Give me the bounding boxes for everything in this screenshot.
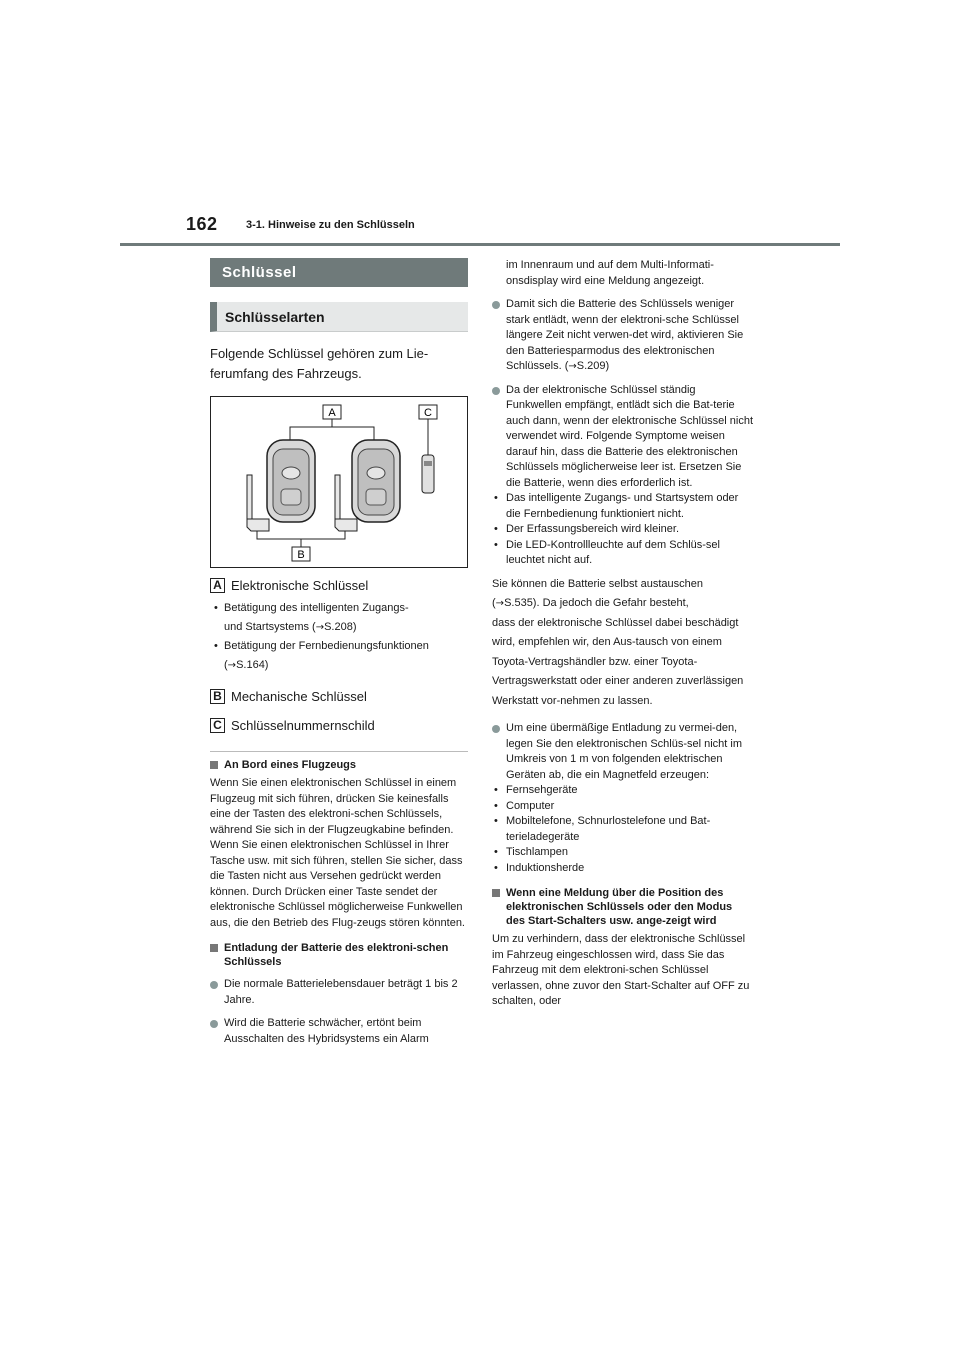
page-ref-link[interactable]: S.208) <box>324 621 357 633</box>
list-item: • Tischlampen <box>494 846 568 858</box>
circle-bullet-icon <box>492 387 500 395</box>
figure-label-b: B <box>297 549 305 561</box>
square-bullet-icon <box>492 889 500 897</box>
arrow-icon: → <box>315 622 325 633</box>
note-text: Wenn Sie einen elektronischen Schlüssel in einem Flugzeug mit sich führen, drücken Sie keinesfalls eine der Tasten des elektroni-schen Schlüssels, während Sie sich in der Flugzeugkabine befinden. Wenn Sie einen elektronischen Schlüssel in Ihrer Tasche usw. mit sich führen, stellen Sie sicher, dass die Tasten nicht aus Versehen gedrückt werden können. Durch Drücken einer Taste sendet der elektronische Schlüssel möglicherweise Funkwellen aus, die den Betrieb des Flug-zeugs stören könnten. <box>210 777 465 929</box>
arrow-icon: → <box>568 361 577 372</box>
electronic-key-1 <box>267 440 315 522</box>
chapter-title: 3-1. Hinweise zu den Schlüsseln <box>246 219 415 231</box>
legend-label-a: Elektronische Schlüssel <box>231 578 369 593</box>
page-ref-link[interactable]: S.535). Da jedoch die Gefahr besteht, <box>504 597 689 609</box>
key-number-plate <box>422 455 434 493</box>
intro-text: Folgende Schlüssel gehören zum Lie-ferumfang des Fahrzeugs. <box>210 346 429 381</box>
subsection-title: Schlüsselarten <box>210 302 468 332</box>
page-number: 162 <box>186 214 218 234</box>
legend-letter-a: A <box>210 578 225 593</box>
list-item: Da der elektronische Schlüssel ständig Funkwellen empfängt, entlädt sich die Bat-terie auch dann, wenn der elektronische Schlüssel nicht verwendet wird. Folgende Symptome weisen darauf hin, dass die Batterie des elektronischen Schlüssels möglicherweise leer ist. Ersetzen Sie die Batterie, wenn dies erforderlich ist. <box>492 383 754 492</box>
circle-bullet-icon <box>492 725 500 733</box>
electronic-key-2 <box>352 440 400 522</box>
legend-item-a <box>210 578 468 593</box>
circle-bullet-icon <box>492 301 500 309</box>
list-item: Um eine übermäßige Entladung zu vermei-den, legen Sie den elektronischen Schlüs-sel nicht im Umkreis von 1 m von folgenden elektrischen Geräten ab, die ein Magnetfeld erzeugen: <box>492 721 754 783</box>
legend-label-c: Schlüsselnummernschild <box>231 718 375 733</box>
key-illustration <box>210 396 468 568</box>
list-item: • Computer <box>494 799 555 812</box>
legend-item-b <box>210 689 468 704</box>
page-ref-link[interactable]: S.164) <box>236 659 269 671</box>
note-heading: An Bord eines Flugzeugs <box>210 758 468 772</box>
arrow-icon: → <box>227 660 237 671</box>
square-bullet-icon <box>210 761 218 769</box>
list-item: • Betätigung der Fernbedienungsfunktionen <box>214 640 429 652</box>
separator <box>210 751 468 752</box>
list-item: Die normale Batterielebensdauer beträgt 1 bis 2 Jahre. <box>210 977 468 1008</box>
legend-label-b: Mechanische Schlüssel <box>231 689 367 704</box>
replace-text: Sie können die Batterie selbst austauschen (→S.535). Da jedoch die Gefahr besteht, dass der elektronische Schlüssel dabei beschädigt wird, empfehlen wir, den Aus-tausch von einem Toyota-Vertragshändler bzw. einer Toyota-Vertragswerkstatt oder einer anderen zuverlässigen Werkstatt vor-nehmen zu lassen. <box>492 577 744 707</box>
circle-bullet-icon <box>210 981 218 989</box>
list-item: • Der Erfassungsbereich wird kleiner. <box>494 523 680 535</box>
list-item: • Die LED-Kontrollleuchte auf dem Schlüs-sel leuchtet nicht auf. <box>494 538 720 566</box>
circle-bullet-icon <box>210 1020 218 1028</box>
note-heading: Entladung der Batterie des elektroni-schen Schlüssels <box>210 941 468 969</box>
list-item: Wird die Batterie schwächer, ertönt beim Ausschalten des Hybridsystems ein Alarm <box>210 1016 468 1047</box>
feature-list: • Betätigung des intelligenten Zugangs- und Startsystems (→S.208) • Betätigung der Fernbedienungsfunktionen (→S.164) <box>210 599 468 675</box>
figure-label-c: C <box>424 407 432 419</box>
list-item: Damit sich die Batterie des Schlüssels weniger stark entlädt, wenn der elektroni-sche Schlüssel längere Zeit nicht verwen-det wird, aktivieren Sie den Batteriesparmodus des elektronischen Schlüssels. (→S.209) <box>492 297 754 375</box>
note-text: Um zu verhindern, dass der elektronische Schlüssel im Fahrzeug eingeschlossen wird, dass Sie das Fahrzeug mit dem elektroni-schen Schlüssel verlassen, ohne zuvor den Start-Schalter auf OFF zu schalten, oder <box>492 933 750 1007</box>
page-ref-link[interactable]: S.209) <box>576 360 610 372</box>
note-heading: Wenn eine Meldung über die Position des elektronischen Schlüssels oder den Modus des Start-Schalters usw. ange-zeigt wird <box>492 886 754 928</box>
list-item: • Betätigung des intelligenten Zugangs- <box>214 602 409 614</box>
legend-letter-c: C <box>210 718 225 733</box>
list-item: • Fernsehgeräte <box>494 784 578 796</box>
mechanical-key-1 <box>247 475 269 531</box>
left-column <box>210 258 468 1047</box>
right-column <box>492 258 754 1010</box>
section-title: Schlüssel <box>210 258 468 287</box>
list-item: • Mobiltelefone, Schnurlostelefone und Bat-terieladegeräte <box>494 815 711 843</box>
legend-letter-b: B <box>210 689 225 704</box>
arrow-icon: → <box>495 598 505 609</box>
legend-item-c <box>210 718 468 733</box>
list-item: • Das intelligente Zugangs- und Startsystem oder die Fernbedienung funktioniert nicht. <box>494 492 739 520</box>
list-item: • Induktionsherde <box>494 861 585 874</box>
continued-text: im Innenraum und auf dem Multi-Informati-onsdisplay wird eine Meldung angezeigt. <box>506 259 714 287</box>
square-bullet-icon <box>210 944 218 952</box>
header-rule <box>120 243 840 246</box>
figure-label-a: A <box>328 407 336 419</box>
